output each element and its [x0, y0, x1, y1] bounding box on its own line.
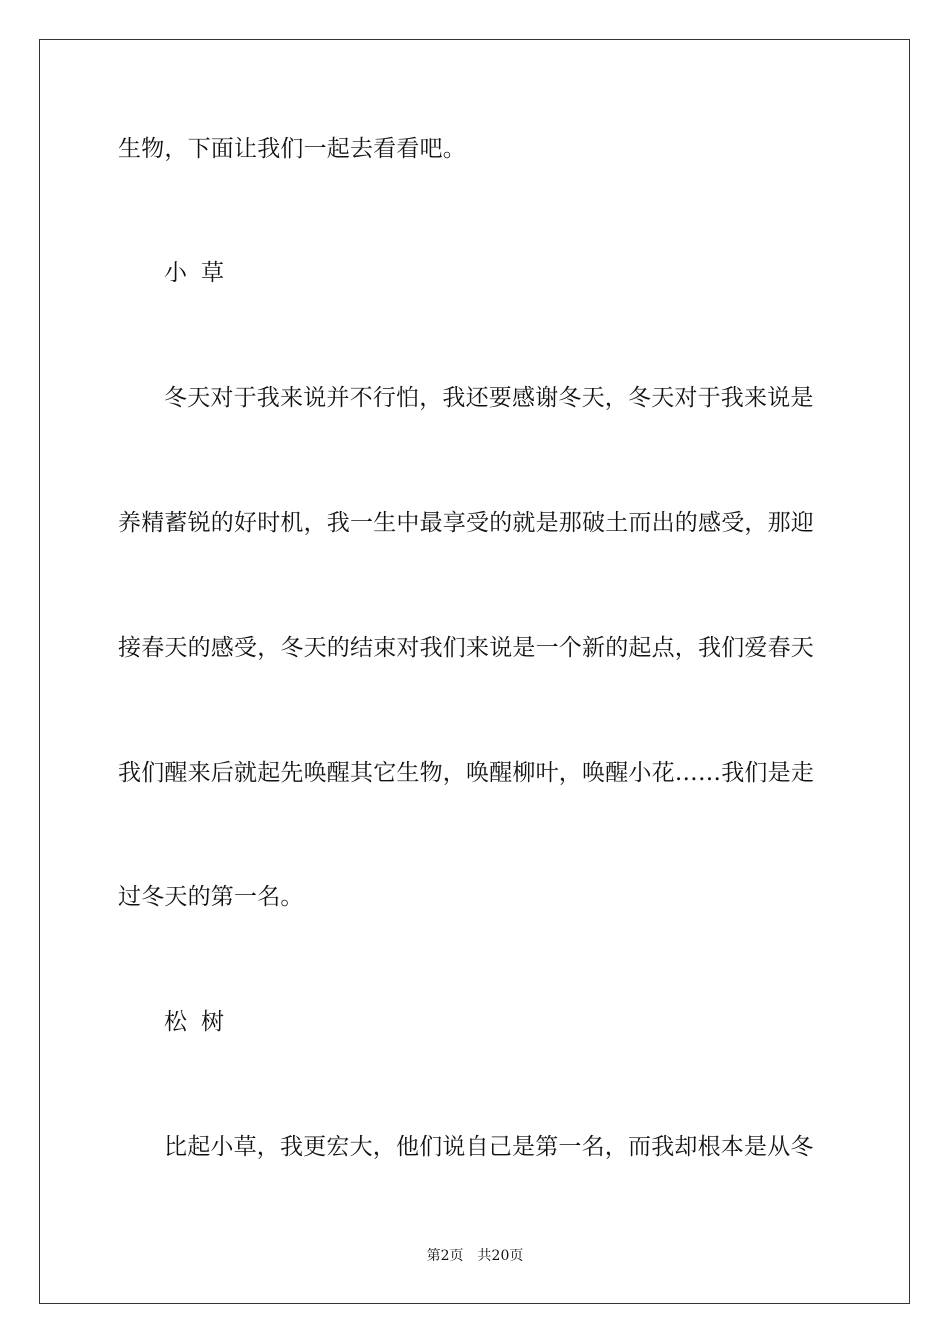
paragraph-line: 比起小草，我更宏大，他们说自己是第一名，而我却根本是从冬 — [164, 1134, 814, 1160]
paragraph-line: 接春天的感受，冬天的结束对我们来说是一个新的起点，我们爱春天 — [118, 635, 814, 661]
paragraph-line: 冬天对于我来说并不行怕，我还要感谢冬天，冬天对于我来说是 — [164, 385, 814, 411]
page-border — [39, 39, 910, 1304]
paragraph-line: 养精蓄锐的好时机，我一生中最享受的就是那破土而出的感受，那迎 — [118, 510, 814, 536]
page-number-footer: 第2页 共20页 — [426, 1248, 524, 1264]
paragraph-line: 过冬天的第一名。 — [118, 884, 304, 910]
paragraph-line: 我们醒来后就起先唤醒其它生物，唤醒柳叶，唤醒小花……我们是走 — [118, 760, 814, 786]
paragraph-line: 生物，下面让我们一起去看看吧。 — [118, 136, 466, 162]
section-heading: 小草 — [164, 260, 238, 286]
section-heading: 松树 — [164, 1009, 238, 1035]
